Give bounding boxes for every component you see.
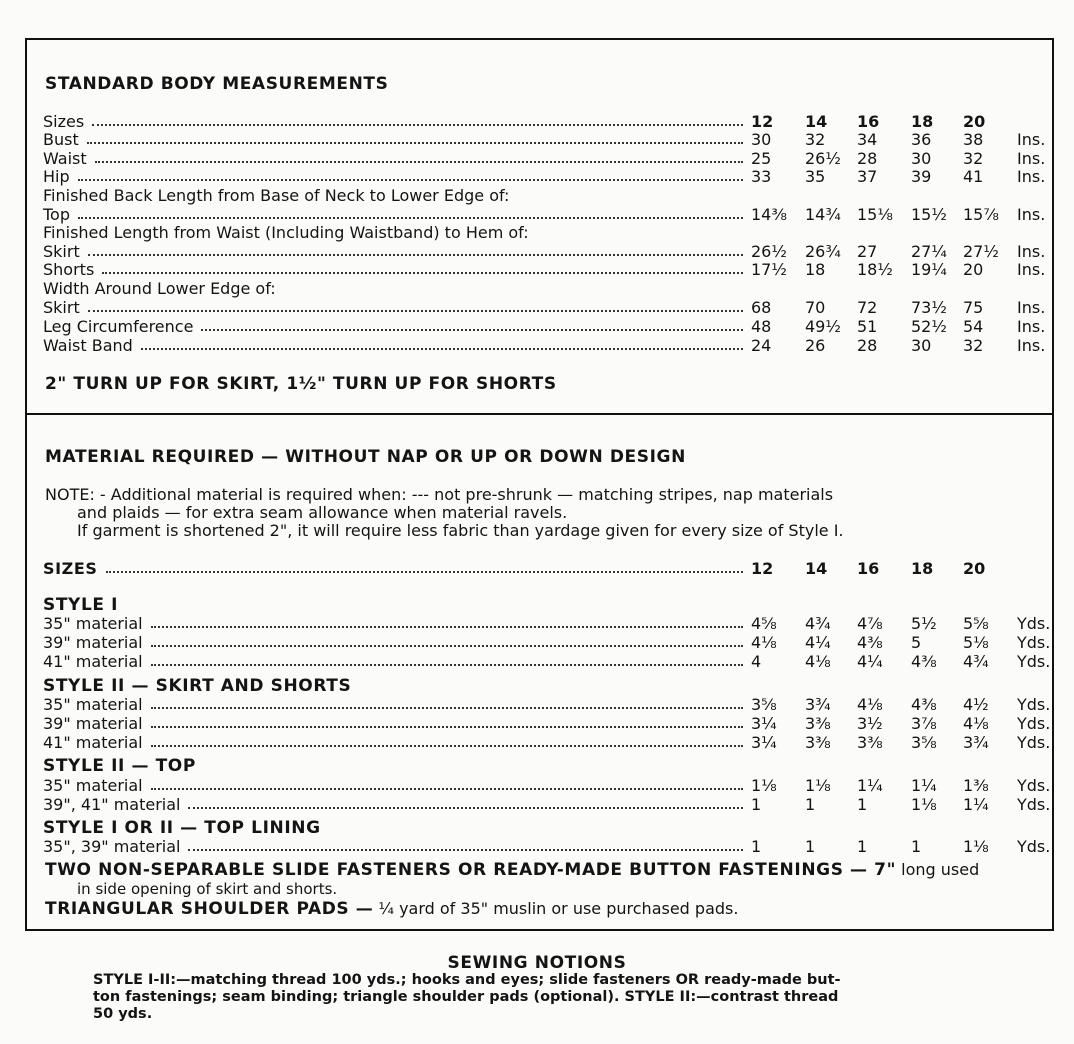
row-label: Skirt xyxy=(43,242,80,261)
style-2-top-heading: STYLE II — TOP xyxy=(43,756,196,776)
row-label: Bust xyxy=(43,130,79,149)
leader-dots xyxy=(102,272,743,274)
back-length-heading: Finished Back Length from Base of Neck to Lower Edge of: xyxy=(43,186,510,205)
unit-label: Ins. xyxy=(1017,336,1046,355)
value-cell: 14⅜ xyxy=(751,205,787,224)
value-cell: 52½ xyxy=(911,317,947,336)
value-cell: 12 xyxy=(751,559,774,578)
value-cell: 1 xyxy=(805,837,816,856)
value-cell: 38 xyxy=(963,130,984,149)
value-cell: 32 xyxy=(805,130,826,149)
value-cell: 4¾ xyxy=(963,652,989,671)
row-label: Waist xyxy=(43,149,87,168)
value-cell: 4⅛ xyxy=(857,695,883,714)
fasteners-normal: long used xyxy=(901,860,980,879)
table-row xyxy=(43,260,1046,279)
value-cell: 1⅛ xyxy=(805,776,831,795)
leader-dots xyxy=(188,807,743,809)
value-cell: 35 xyxy=(805,167,826,186)
table-row xyxy=(43,652,1051,671)
value-cell: 1¼ xyxy=(911,776,937,795)
value-cell: 4⅛ xyxy=(805,652,831,671)
table-row xyxy=(43,298,1046,317)
table-row xyxy=(43,714,1051,733)
value-cell: 18½ xyxy=(857,260,893,279)
value-cell: 16 xyxy=(857,112,880,131)
value-cell: 32 xyxy=(963,336,984,355)
value-cell: 73½ xyxy=(911,298,947,317)
note-line-2: and plaids — for extra seam allowance when material ravels. xyxy=(77,503,568,522)
value-cell: 3¾ xyxy=(805,695,831,714)
fasteners-bold: TWO NON-SEPARABLE SLIDE FASTENERS OR READY-MADE BUTTON FASTENINGS — 7" xyxy=(45,860,897,880)
value-cell: 16 xyxy=(857,559,880,578)
value-cell: 37 xyxy=(857,167,878,186)
table-row xyxy=(43,205,1046,224)
style-2-heading: STYLE II — SKIRT AND SHORTS xyxy=(43,676,352,696)
fasteners-line-2: in side opening of skirt and shorts. xyxy=(77,880,338,898)
value-cell: 4 xyxy=(751,652,762,671)
unit-label: Ins. xyxy=(1017,130,1046,149)
leader-dots xyxy=(201,329,743,331)
leader-dots xyxy=(151,726,743,728)
value-cell: 1 xyxy=(857,795,868,814)
sizes-row xyxy=(43,112,1043,131)
value-cell: 1 xyxy=(911,837,922,856)
row-label: Shorts xyxy=(43,260,95,279)
unit-label: Yds. xyxy=(1017,837,1051,856)
shoulder-pads-line xyxy=(45,899,738,919)
value-cell: 4¼ xyxy=(857,652,883,671)
value-cell: 20 xyxy=(963,112,986,131)
value-cell: 1 xyxy=(751,837,762,856)
value-cell: 28 xyxy=(857,149,878,168)
value-cell: 15⅞ xyxy=(963,205,999,224)
value-cell: 1 xyxy=(805,795,816,814)
value-cell: 49½ xyxy=(805,317,841,336)
value-cell: 39 xyxy=(911,167,932,186)
material-title: MATERIAL REQUIRED — WITHOUT NAP OR UP OR DOWN DESIGN xyxy=(45,447,686,467)
value-cell: 5⅛ xyxy=(963,633,989,652)
value-cell: 3⅜ xyxy=(805,714,831,733)
value-cell: 1 xyxy=(857,837,868,856)
value-cell: 75 xyxy=(963,298,984,317)
table-row xyxy=(43,336,1046,355)
row-label: 35" material xyxy=(43,776,143,795)
leader-dots xyxy=(141,348,743,350)
leader-dots xyxy=(88,310,743,312)
value-cell: 26¾ xyxy=(805,242,841,261)
style-1-heading: STYLE I xyxy=(43,595,119,615)
value-cell: 1⅜ xyxy=(963,776,989,795)
value-cell: 14 xyxy=(805,559,828,578)
value-cell: 32 xyxy=(963,149,984,168)
value-cell: 3⅜ xyxy=(857,733,883,752)
value-cell: 5½ xyxy=(911,614,937,633)
sewing-notions-title: SEWING NOTIONS xyxy=(447,953,627,973)
row-label: 39" material xyxy=(43,714,143,733)
note-line-1: NOTE: - Additional material is required when: --- not pre-shrunk — matching stripes, nap materials xyxy=(45,485,834,504)
row-label: 39", 41" material xyxy=(43,795,181,814)
value-cell: 3⅞ xyxy=(911,714,937,733)
value-cell: 18 xyxy=(911,112,934,131)
leader-dots xyxy=(92,124,743,126)
value-cell: 4⅞ xyxy=(857,614,883,633)
value-cell: 14¾ xyxy=(805,205,841,224)
leader-dots xyxy=(78,179,743,181)
value-cell: 4⅛ xyxy=(963,714,989,733)
unit-label: Yds. xyxy=(1017,733,1051,752)
unit-label: Ins. xyxy=(1017,298,1046,317)
value-cell: 41 xyxy=(963,167,984,186)
value-cell: 72 xyxy=(857,298,878,317)
value-cell: 51 xyxy=(857,317,878,336)
pads-normal: ¼ yard of 35" muslin or use purchased pads. xyxy=(378,899,739,918)
value-cell: 3¼ xyxy=(751,733,777,752)
value-cell: 30 xyxy=(911,149,932,168)
leader-dots xyxy=(151,626,743,628)
value-cell: 24 xyxy=(751,336,772,355)
row-label: 35" material xyxy=(43,695,143,714)
value-cell: 26½ xyxy=(751,242,787,261)
value-cell: 15½ xyxy=(911,205,947,224)
row-label: Skirt xyxy=(43,298,80,317)
value-cell: 19¼ xyxy=(911,260,947,279)
row-label: Sizes xyxy=(43,112,85,131)
row-label: SIZES xyxy=(43,559,98,578)
value-cell: 18 xyxy=(911,559,934,578)
row-label: 41" material xyxy=(43,652,143,671)
leader-dots xyxy=(188,849,743,851)
value-cell: 4⅜ xyxy=(857,633,883,652)
unit-label: Ins. xyxy=(1017,149,1046,168)
unit-label: Yds. xyxy=(1017,714,1051,733)
value-cell: 20 xyxy=(963,260,984,279)
value-cell: 4½ xyxy=(963,695,989,714)
notions-line-2: ton fastenings; seam binding; triangle shoulder pads (optional). STYLE II:—contrast thread xyxy=(93,989,839,1005)
value-cell: 4⅜ xyxy=(911,695,937,714)
value-cell: 1⅛ xyxy=(963,837,989,856)
unit-label: Yds. xyxy=(1017,633,1051,652)
notions-line-3: 50 yds. xyxy=(93,1006,153,1022)
leader-dots xyxy=(106,571,743,573)
leader-dots xyxy=(95,161,743,163)
unit-label: Ins. xyxy=(1017,242,1046,261)
value-cell: 14 xyxy=(805,112,828,131)
table-row xyxy=(43,167,1046,186)
leader-dots xyxy=(151,707,743,709)
table-row xyxy=(43,149,1046,168)
unit-label: Ins. xyxy=(1017,260,1046,279)
top-lining-heading: STYLE I OR II — TOP LINING xyxy=(43,818,321,838)
value-cell: 3¾ xyxy=(963,733,989,752)
value-cell: 26 xyxy=(805,336,826,355)
table-row xyxy=(43,242,1046,261)
value-cell: 3⅜ xyxy=(805,733,831,752)
width-heading: Width Around Lower Edge of: xyxy=(43,279,276,298)
value-cell: 70 xyxy=(805,298,826,317)
table-row xyxy=(43,633,1051,652)
leader-dots xyxy=(151,664,743,666)
value-cell: 4⅝ xyxy=(751,614,777,633)
value-cell: 36 xyxy=(911,130,932,149)
table-row xyxy=(43,614,1051,633)
finished-length-heading: Finished Length from Waist (Including Waistband) to Hem of: xyxy=(43,223,529,242)
measurements-title: STANDARD BODY MEASUREMENTS xyxy=(45,74,389,94)
unit-label: Ins. xyxy=(1017,167,1046,186)
value-cell: 25 xyxy=(751,149,772,168)
note-line-3: If garment is shortened 2", it will require less fabric than yardage given for every size of Style I. xyxy=(77,521,844,540)
value-cell: 4¼ xyxy=(805,633,831,652)
value-cell: 3½ xyxy=(857,714,883,733)
unit-label: Yds. xyxy=(1017,652,1051,671)
table-row xyxy=(43,776,1051,795)
value-cell: 30 xyxy=(751,130,772,149)
unit-label: Ins. xyxy=(1017,205,1046,224)
row-label: 35", 39" material xyxy=(43,837,181,856)
turn-up-note: 2" TURN UP FOR SKIRT, 1½" TURN UP FOR SHORTS xyxy=(45,374,557,394)
value-cell: 68 xyxy=(751,298,772,317)
table-row xyxy=(43,837,1051,856)
value-cell: 1¼ xyxy=(857,776,883,795)
value-cell: 20 xyxy=(963,559,986,578)
value-cell: 4¾ xyxy=(805,614,831,633)
row-label: 35" material xyxy=(43,614,143,633)
unit-label: Yds. xyxy=(1017,695,1051,714)
table-row xyxy=(43,795,1051,814)
value-cell: 28 xyxy=(857,336,878,355)
row-label: 39" material xyxy=(43,633,143,652)
value-cell: 1¼ xyxy=(963,795,989,814)
unit-label: Yds. xyxy=(1017,776,1051,795)
row-label: Leg Circumference xyxy=(43,317,194,336)
notions-line-1: STYLE I-II:—matching thread 100 yds.; hooks and eyes; slide fasteners OR ready-made but- xyxy=(93,972,841,988)
unit-label: Yds. xyxy=(1017,614,1051,633)
material-sizes-row xyxy=(43,559,1043,578)
table-row xyxy=(43,733,1051,752)
value-cell: 17½ xyxy=(751,260,787,279)
value-cell: 27 xyxy=(857,242,878,261)
leader-dots xyxy=(151,645,743,647)
value-cell: 3¼ xyxy=(751,714,777,733)
value-cell: 27¼ xyxy=(911,242,947,261)
value-cell: 15⅛ xyxy=(857,205,893,224)
table-row xyxy=(43,130,1046,149)
leader-dots xyxy=(151,745,743,747)
value-cell: 27½ xyxy=(963,242,999,261)
value-cell: 30 xyxy=(911,336,932,355)
value-cell: 12 xyxy=(751,112,774,131)
value-cell: 18 xyxy=(805,260,826,279)
leader-dots xyxy=(78,217,743,219)
value-cell: 5⅝ xyxy=(963,614,989,633)
section-divider xyxy=(27,413,1052,415)
leader-dots xyxy=(151,788,743,790)
leader-dots xyxy=(87,142,743,144)
value-cell: 1⅛ xyxy=(751,776,777,795)
unit-label: Ins. xyxy=(1017,317,1046,336)
row-label: Hip xyxy=(43,167,70,186)
value-cell: 54 xyxy=(963,317,984,336)
row-label: Waist Band xyxy=(43,336,133,355)
value-cell: 4⅛ xyxy=(751,633,777,652)
value-cell: 48 xyxy=(751,317,772,336)
value-cell: 3⅝ xyxy=(911,733,937,752)
leader-dots xyxy=(88,254,743,256)
value-cell: 26½ xyxy=(805,149,841,168)
table-row xyxy=(43,317,1046,336)
row-label: 41" material xyxy=(43,733,143,752)
value-cell: 34 xyxy=(857,130,878,149)
value-cell: 5 xyxy=(911,633,922,652)
value-cell: 1⅛ xyxy=(911,795,937,814)
fasteners-line-1 xyxy=(45,860,979,880)
pads-bold: TRIANGULAR SHOULDER PADS — xyxy=(45,899,374,919)
value-cell: 1 xyxy=(751,795,762,814)
value-cell: 3⅝ xyxy=(751,695,777,714)
unit-label: Yds. xyxy=(1017,795,1051,814)
pattern-chart-frame xyxy=(25,38,1054,931)
value-cell: 4⅜ xyxy=(911,652,937,671)
row-label: Top xyxy=(43,205,70,224)
value-cell: 33 xyxy=(751,167,772,186)
table-row xyxy=(43,695,1051,714)
